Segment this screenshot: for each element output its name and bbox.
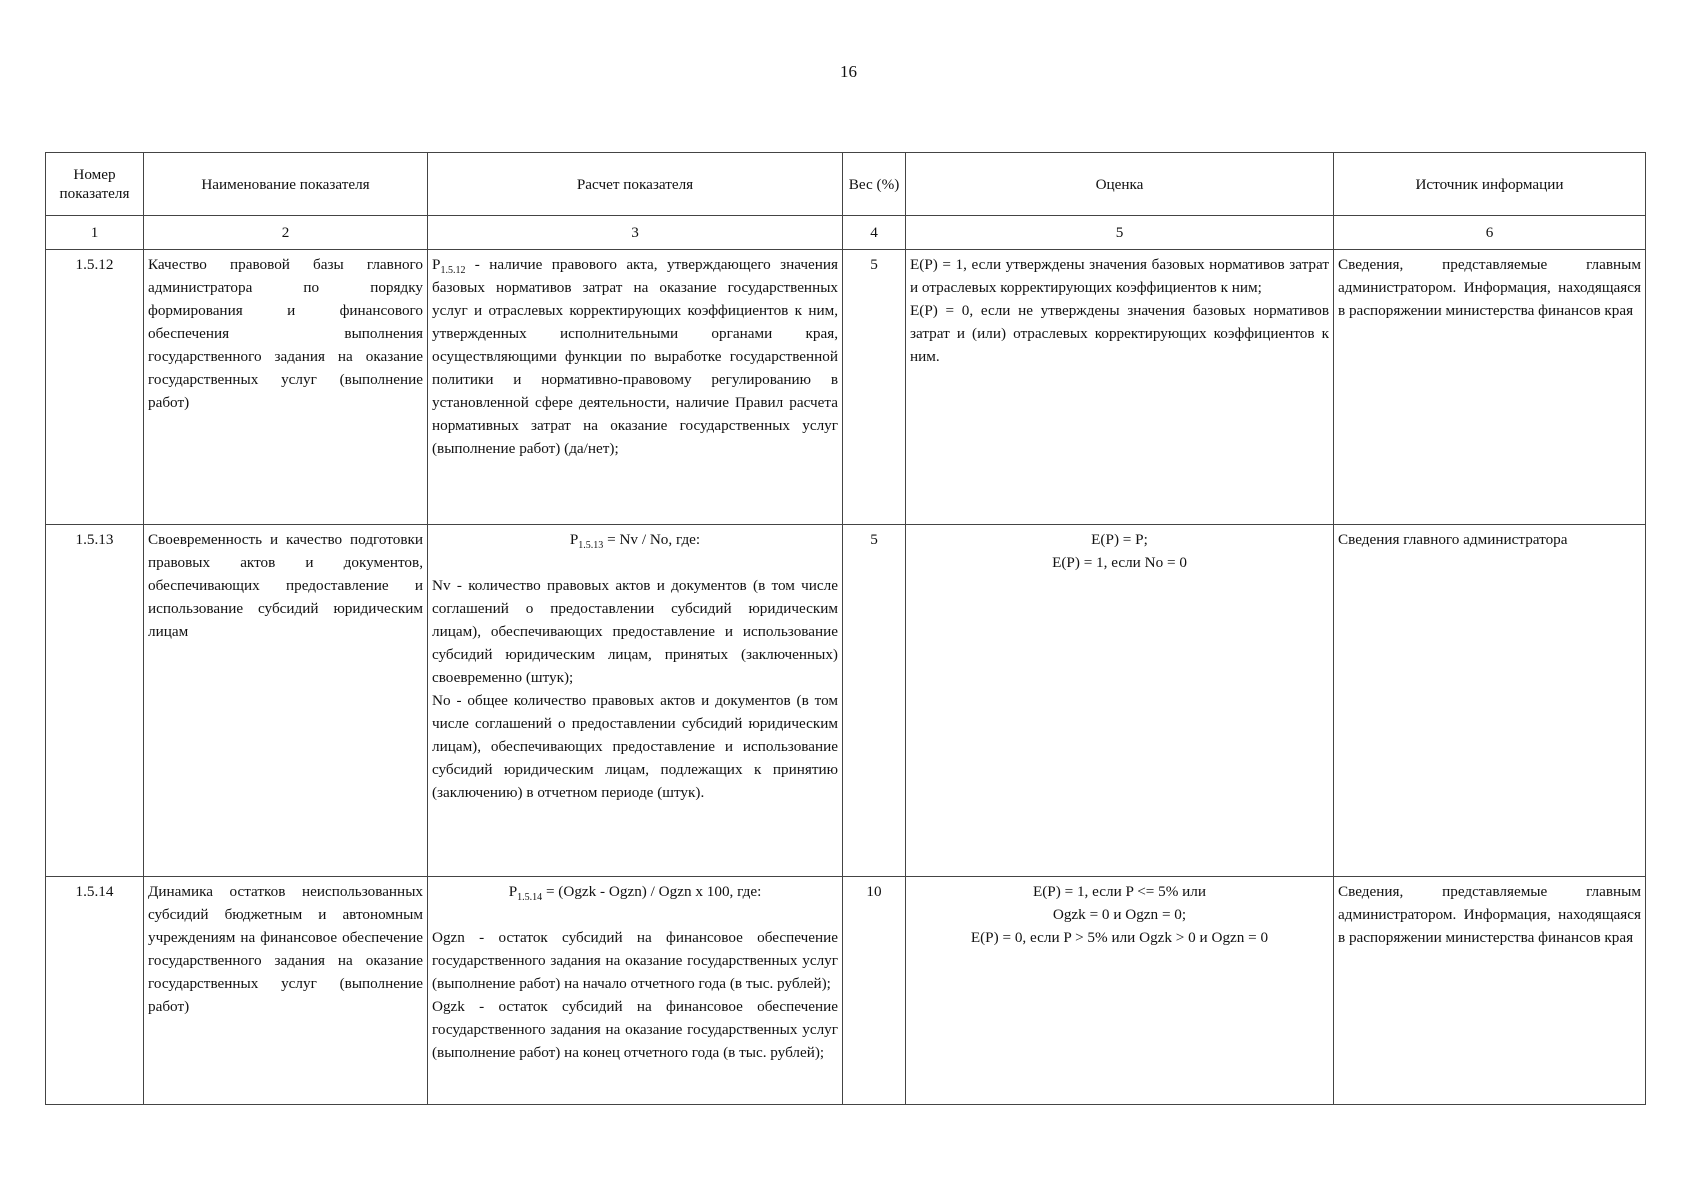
indicator-calculation [428, 525, 843, 877]
calc-formula [432, 880, 838, 903]
column-index: 5 [906, 216, 1334, 250]
indicator-number: 1.5.14 [46, 877, 144, 1105]
indicator-number: 1.5.13 [46, 525, 144, 877]
calc-line: Ogzk - остаток субсидий на финансовое обеспечение государственного задания на оказание государственных услуг (выполнение работ) на конец отчетного года (в тыс. рублей); [432, 998, 838, 1061]
evaluation-line: E(P) = 1, если утверждены значения базовых нормативов затрат и отраслевых корректирующих коэффициентов к ним; [910, 256, 1329, 296]
column-index-row [46, 216, 1646, 250]
calc-line: No - общее количество правовых актов и документов (в том числе соглашений о предоставлении субсидий юридическим лицам), обеспечивающих предоставление и использование субсидий юридическим лицам, подлежащих к принятию (заключению) в отчетном периоде (штук). [432, 692, 838, 801]
header-calc: Расчет показателя [428, 153, 843, 216]
indicator-number: 1.5.12 [46, 250, 144, 525]
header-source: Источник информации [1334, 153, 1646, 216]
indicators-table-wrapper [45, 152, 1645, 1105]
indicator-name: Качество правовой базы главного администратора по порядку формирования и финансового обеспечения выполнения государственного задания на оказание государственных услуг (выполнение работ) [144, 250, 428, 525]
indicator-source: Сведения главного администратора [1334, 525, 1646, 877]
indicator-weight: 5 [843, 250, 906, 525]
formula-symbol: P [508, 883, 518, 900]
indicator-evaluation [906, 525, 1334, 877]
header-eval: Оценка [906, 153, 1334, 216]
formula-text: = (Ogzk - Ogzn) / Ogzn x 100, где: [542, 883, 762, 900]
evaluation-line: Ogzk = 0 и Ogzn = 0; [1052, 906, 1187, 923]
calc-symbol: P [432, 256, 441, 273]
column-index: 2 [144, 216, 428, 250]
calc-text: - наличие правового акта, утверждающего значения базовых нормативов затрат на оказание государственных услуг и отраслевых корректирующих коэффициентов к ним, утвержденных исполнительными органами края, осуществляющими функции по выработке государственной политики и нормативно-правовому регулированию в установленной сфере деятельности, наличие Правил расчета нормативных затрат на оказание государственных услуг (выполнение работ) (да/нет); [432, 256, 838, 457]
calc-subscript: 1.5.12 [440, 265, 466, 277]
header-num: Номер показателя [46, 153, 144, 216]
indicator-name: Своевременность и качество подготовки правовых актов и документов, обеспечивающих предоставление и использование субсидий юридическим лицам [144, 525, 428, 877]
calc-line: Nv - количество правовых актов и документов (в том числе соглашений о предоставлении субсидий юридическим лицам), обеспечивающих предоставление и использование субсидий юридическим лицам, принятых (заключенных) своевременно (штук); [432, 577, 838, 686]
evaluation-line: E(P) = 0, если P > 5% или Ogzk > 0 и Ogzn = 0 [970, 929, 1269, 946]
indicator-calculation [428, 250, 843, 525]
evaluation-line: E(P) = 1, если No = 0 [1052, 554, 1187, 571]
indicator-source: Сведения, представляемые главным администратором. Информация, находящаяся в распоряжении министерства финансов края [1334, 877, 1646, 1105]
calc-formula [432, 528, 838, 551]
indicator-source: Сведения, представляемые главным администратором. Информация, находящаяся в распоряжении министерства финансов края [1334, 250, 1646, 525]
table-row [46, 877, 1646, 1105]
header-name: Наименование показателя [144, 153, 428, 216]
table-row [46, 250, 1646, 525]
column-index: 1 [46, 216, 144, 250]
indicator-calculation [428, 877, 843, 1105]
table-row [46, 525, 1646, 877]
header-weight: Вес (%) [843, 153, 906, 216]
formula-symbol: P [569, 531, 579, 548]
column-index: 3 [428, 216, 843, 250]
formula-subscript: 1.5.13 [578, 540, 604, 552]
column-index: 6 [1334, 216, 1646, 250]
indicator-evaluation [906, 250, 1334, 525]
calc-line: Ogzn - остаток субсидий на финансовое обеспечение государственного задания на оказание государственных услуг (выполнение работ) на начало отчетного года (в тыс. рублей); [432, 929, 838, 992]
indicator-weight: 5 [843, 525, 906, 877]
formula-text: = Nv / No, где: [603, 531, 701, 548]
evaluation-line: E(P) = 1, если P <= 5% или [1032, 883, 1207, 900]
evaluation-line: E(P) = P; [1091, 531, 1148, 548]
header-row [46, 153, 1646, 216]
indicator-evaluation [906, 877, 1334, 1105]
column-index: 4 [843, 216, 906, 250]
indicator-name: Динамика остатков неиспользованных субсидий бюджетным и автономным учреждениям на финансовое обеспечение государственного задания на оказание государственных услуг (выполнение работ) [144, 877, 428, 1105]
indicator-weight: 10 [843, 877, 906, 1105]
formula-subscript: 1.5.14 [517, 892, 543, 904]
page-number: 16 [840, 62, 857, 81]
indicators-table [45, 152, 1646, 1105]
evaluation-line: E(P) = 0, если не утверждены значения базовых нормативов затрат и (или) отраслевых корректирующих коэффициентов к ним. [910, 302, 1329, 365]
